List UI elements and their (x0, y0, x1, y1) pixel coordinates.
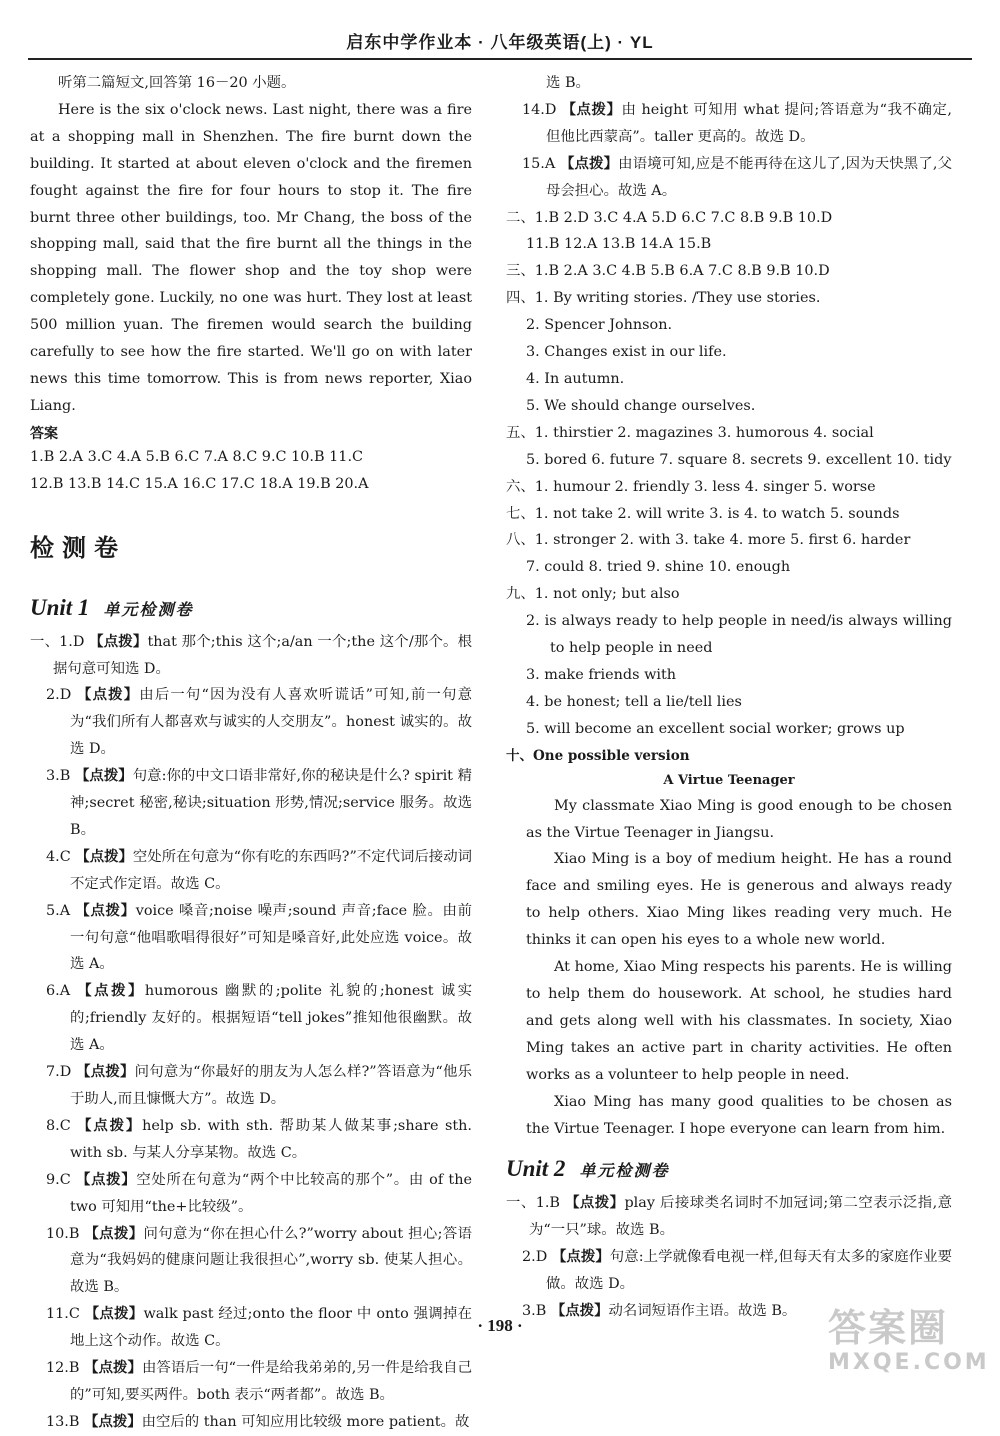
essay-title: A Virtue Teenager (663, 772, 795, 788)
list-item: 一、1.D 【点拨】that 那个;this 这个;a/an 一个;the 这个/那个。根据句意可知选 D。 (30, 632, 472, 677)
answer-line: 4. be honest; tell a lie/tell lies (526, 693, 742, 710)
left-column (30, 70, 472, 1436)
unit-2-label: Unit 2 (506, 1156, 566, 1182)
answer-line: 5. bored 6. future 7. square 8. secrets 9. excellent 10. tidy (526, 451, 952, 468)
answer-line: 3. make friends with (526, 666, 677, 683)
essay-paragraph: My classmate Xiao Ming is good enough to be chosen as the Virtue Teenager in Jiangsu. (526, 797, 952, 841)
list-item: 7.D 【点拨】问句意为“你最好的朋友为人怎么样?”答语意为“他乐于助人,而且慷慨大方”。故选 D。 (46, 1063, 472, 1107)
list-item: 2.D 【点拨】句意:上学就像看电视一样,但每天有太多的家庭作业要做。故选 D。 (522, 1248, 952, 1293)
list-item: 14.D 【点拨】由 height 可知用 what 提问;答语意为“我不确定,但他比西蒙高”。taller 更高的。故选 D。 (522, 100, 952, 145)
answer-line: 11.B 12.A 13.B 14.A 15.B (526, 236, 712, 253)
answers-label: 答案 (30, 424, 58, 441)
page-header: 启东中学作业本 · 八年级英语(上) · YL (28, 30, 972, 60)
unit-1-heading (30, 595, 472, 621)
answer-line: 四、1. By writing stories. /They use stories. (506, 290, 821, 307)
essay-body (506, 793, 952, 1143)
answer-line: 五、1. thirstier 2. magazines 3. humorous 4. social (506, 424, 874, 441)
list-item: 6.A 【点拨】humorous 幽默的;polite 礼貌的;honest 诚实的;friendly 友好的。根据短语“tell jokes”推知他很幽默。故选 A。 (46, 982, 472, 1054)
unit-1-items (30, 629, 472, 1436)
list-item: 13.B 【点拨】由空后的 than 可知应用比较级 more patient。故 (46, 1412, 470, 1430)
right-column (506, 70, 952, 1325)
page-number: · 198 · (477, 1316, 523, 1335)
list-item: 9.C 【点拨】空处所在句意为“两个中比较高的那个”。由 of the two 可知用“the+比较级”。 (46, 1170, 472, 1215)
watermark-url: MXQE.COM (828, 1350, 990, 1375)
unit-2-subtitle: 单元检测卷 (579, 1161, 670, 1181)
answer-line: 7. could 8. tried 9. shine 10. enough (526, 559, 791, 576)
essay-paragraph: Xiao Ming is a boy of medium height. He has a round face and smiling eyes. He is generous and always ready to help others. Xiao Ming likes reading very much. He thinks it can open his eyes to a whole new world. (526, 851, 952, 949)
list-item: 3.B 【点拨】句意:你的中文口语非常好,你的秘诀是什么? spirit 精神;secret 秘密,秘诀;situation 形势,情况;service 服务。故选 B。 (46, 767, 472, 838)
answer-line: 2. is always ready to help people in need/is always willing to help people in need (526, 613, 952, 657)
listening-intro: 听第二篇短文,回答第 16－20 小题。 (58, 75, 296, 91)
answers-line-1: 1.B 2.A 3.C 4.A 5.B 6.C 7.A 8.C 9.C 10.B 11.C (30, 448, 364, 465)
essay-paragraph: Xiao Ming has many good qualities to be chosen as the Virtue Teenager. I hope everyone can learn from him. (526, 1093, 952, 1137)
answer-line: 5. We should change ourselves. (526, 397, 756, 414)
essay-heading: 十、One possible version (506, 747, 690, 764)
list-item: 10.B 【点拨】问句意为“你在担心什么?”worry about 担心;答语意为“我妈妈的健康问题让我很担心”,worry sb. 使某人担心。故选 B。 (46, 1224, 472, 1296)
watermark-logo (828, 1306, 988, 1386)
watermark-text: 答案圈 (828, 1306, 949, 1350)
unit-1-label: Unit 1 (30, 594, 90, 620)
list-item: 4.C 【点拨】空处所在句意为“你有吃的东西吗?”不定代词后接动词不定式作定语。故选 C。 (46, 847, 472, 892)
unit-1-subtitle: 单元检测卷 (103, 599, 194, 619)
answer-line: 七、1. not take 2. will write 3. is 4. to watch 5. sounds (506, 505, 900, 522)
answer-line: 2. Spencer Johnson. (526, 317, 673, 334)
answer-line: 二、1.B 2.D 3.C 4.A 5.D 6.C 7.C 8.B 9.B 10.D (506, 209, 833, 226)
essay-paragraph: At home, Xiao Ming respects his parents. He is willing to help them do housework. At school, he studies hard and gets along well with his classmates. In society, Xiao Ming takes an active part in charity activities. He often works as a volunteer to help people in need. (526, 959, 952, 1083)
list-item: 3.B 【点拨】动名词短语作主语。故选 B。 (522, 1302, 797, 1320)
list-item: 11.C 【点拨】walk past 经过;onto the floor 中 onto 强调掉在地上这个动作。故选 C。 (46, 1305, 472, 1350)
list-item: 2.D 【点拨】由后一句“因为没有人喜欢听谎话”可知,前一句意为“我们所有人都喜欢与诚实的人交朋友”。honest 诚实的。故选 D。 (46, 686, 472, 758)
section-title: 检测卷 (30, 533, 126, 562)
answer-line: 3. Changes exist in our life. (526, 344, 727, 361)
unit-2-heading (506, 1156, 952, 1182)
list-item: 12.B 【点拨】由答语后一句“一件是给我弟弟的,另一件是给我自己的”可知,要买两件。both 表示“两者都”。故选 B。 (46, 1359, 472, 1403)
answer-line: 4. In autumn. (526, 370, 625, 387)
listening-passage: Here is the six o'clock news. Last night, there was a fire at a shopping mall in Shenzhen. The fire burnt down the building. It started at about eleven o'clock and the firemen fought against the fire for four hours to stop it. The fire burnt three other buildings, too. Mr Chang, the boss of the shopping mall, said that the fire burnt all the things in the shopping mall. The flower shop and the toy shop were completely gone. Luckily, no one was hurt. They lost at least 500 million yuan. The firemen would search the building carefully to see how the fire started. We'll go on with later news this time tomorrow. This is from news reporter, Xiao Liang. (30, 101, 472, 414)
list-item: 5.A 【点拨】voice 嗓音;noise 噪声;sound 声音;face 脸。由前一句句意“他唱歌唱得很好”可知是嗓音好,此处应选 voice。故选 A。 (46, 901, 472, 973)
answer-line: 八、1. stronger 2. with 3. take 4. more 5. first 6. harder (506, 532, 911, 549)
answer-line: 六、1. humour 2. friendly 3. less 4. singer 5. worse (506, 478, 876, 495)
answers-line-2: 12.B 13.B 14.C 15.A 16.C 17.C 18.A 19.B 20.A (30, 475, 369, 492)
answer-line: 5. will become an excellent social worker; grows up (526, 720, 905, 737)
list-item: 8.C 【点拨】help sb. with sth. 帮助某人做某事;share sth. with sb. 与某人分享某物。故选 C。 (46, 1116, 472, 1161)
continued-text: 选 B。 (546, 75, 590, 91)
answer-line: 三、1.B 2.A 3.C 4.B 5.B 6.A 7.C 8.B 9.B 10.D (506, 263, 830, 280)
answer-line: 九、1. not only; but also (506, 586, 680, 603)
list-item: 一、1.B 【点拨】play 后接球类名词时不加冠词;第二空表示泛指,意为“一只”球。故选 B。 (506, 1194, 953, 1239)
list-item: 15.A 【点拨】由语境可知,应是不能再待在这儿了,因为天快黑了,父母会担心。故选 A。 (522, 154, 952, 199)
